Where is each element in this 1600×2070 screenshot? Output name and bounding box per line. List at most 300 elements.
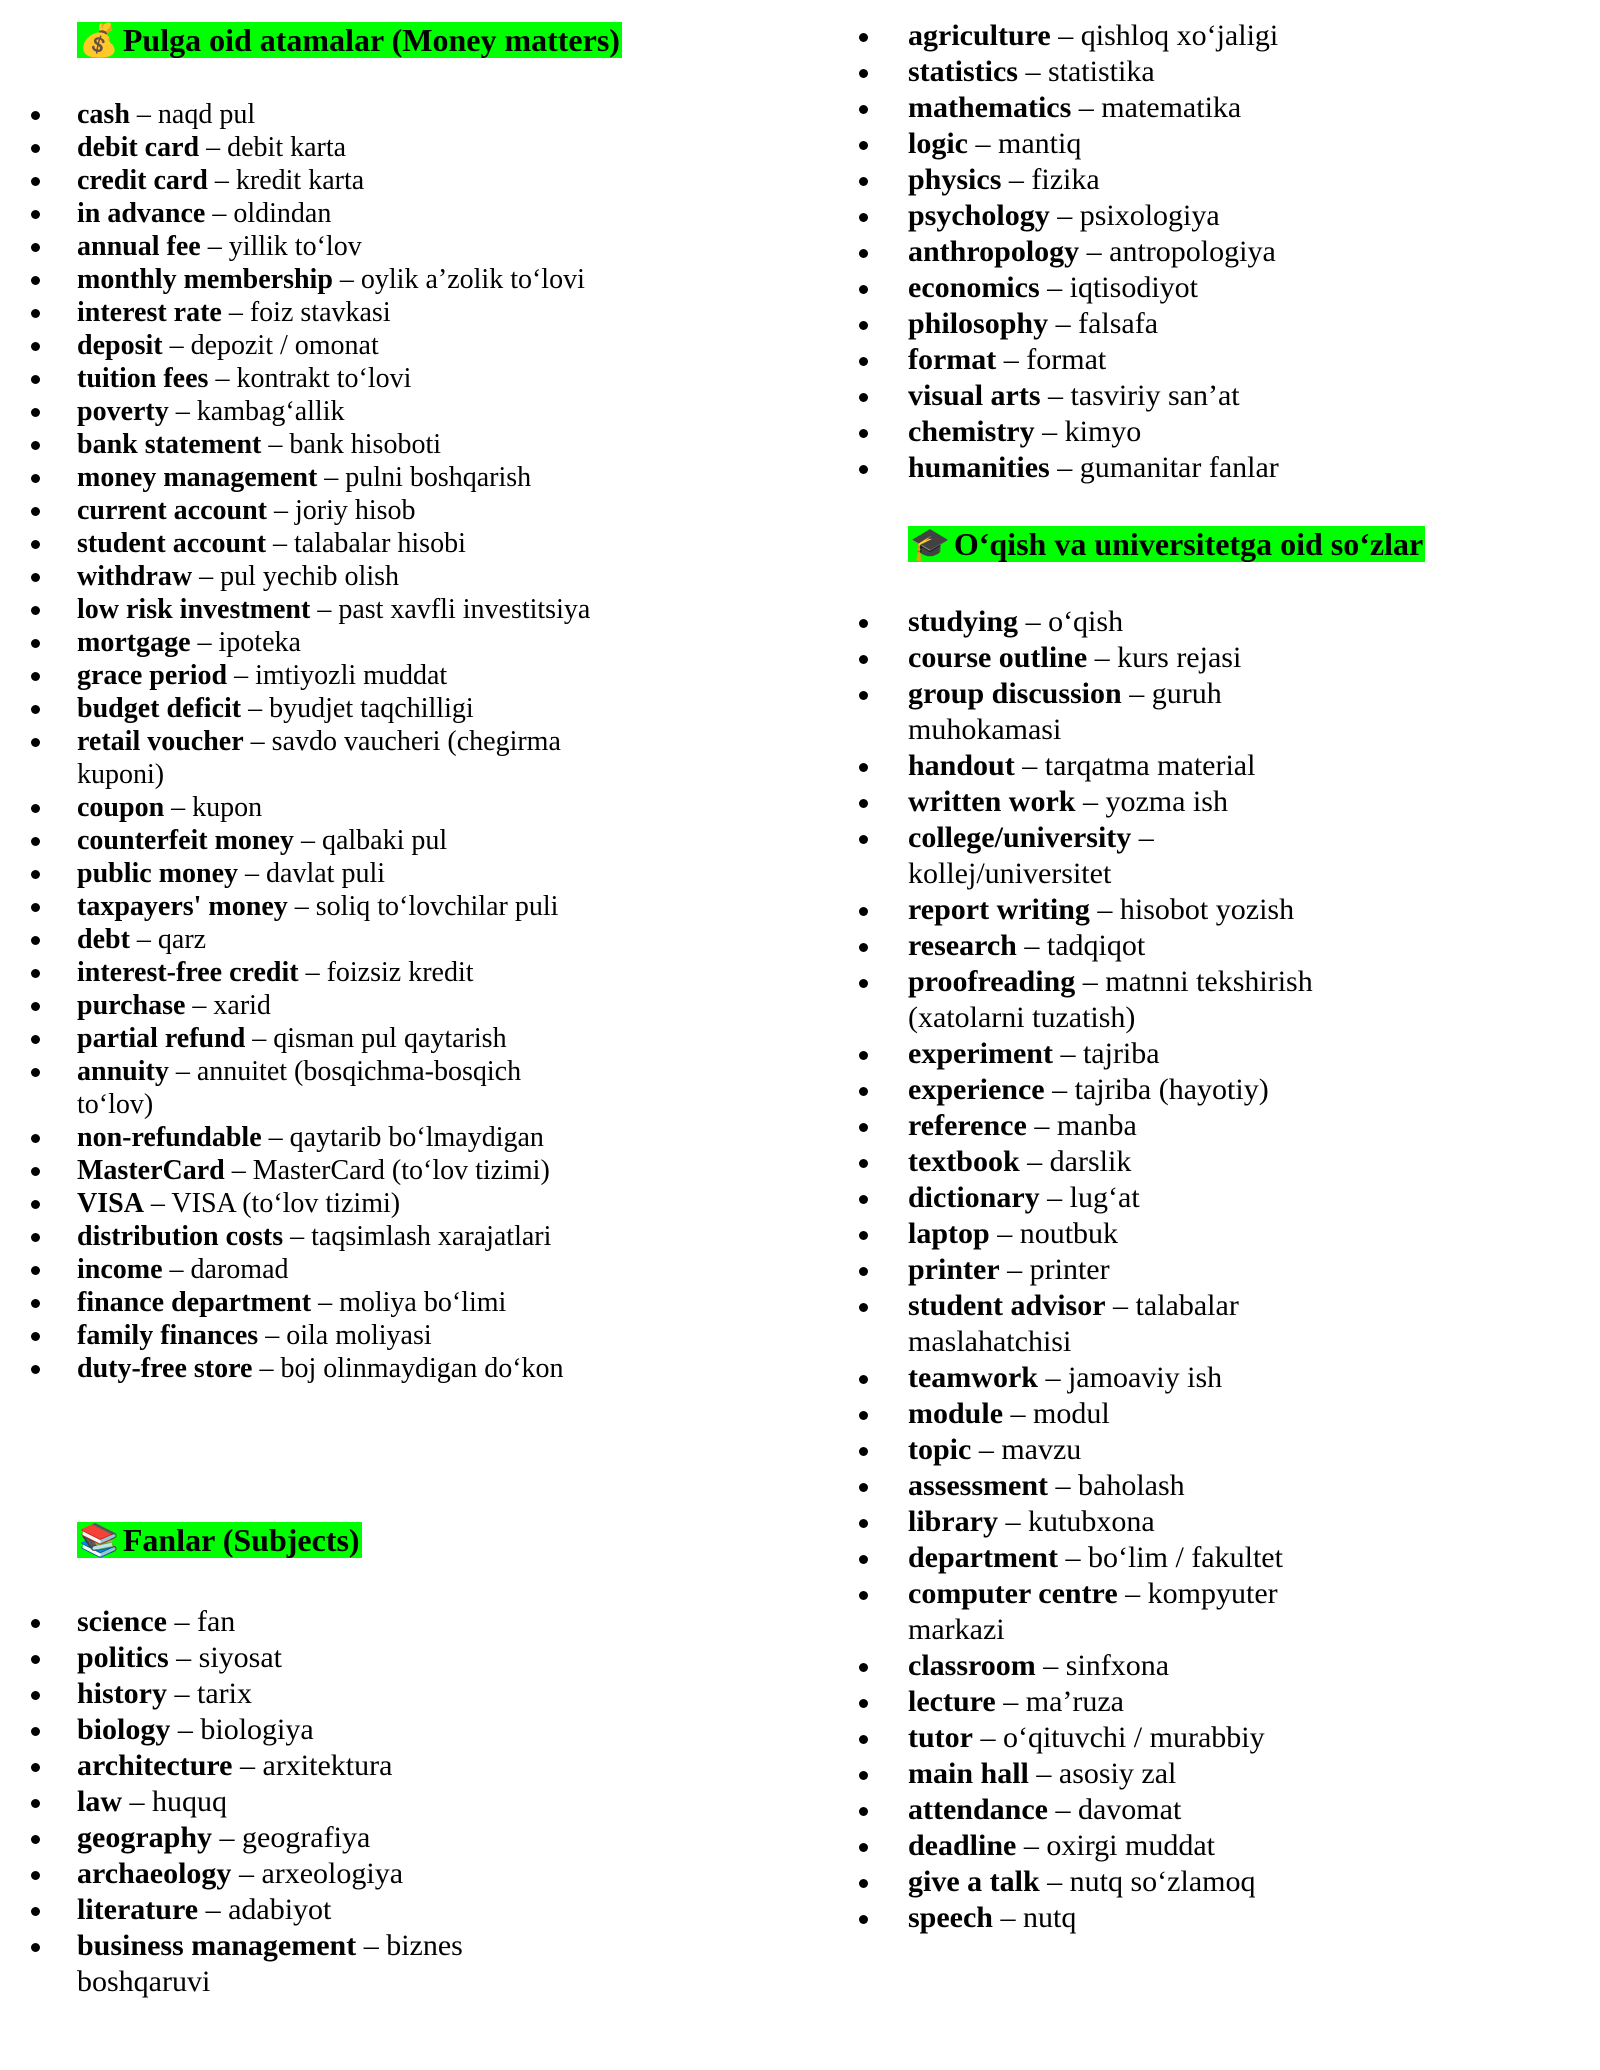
vocab-separator: –: [238, 858, 267, 889]
vocab-item: [830, 450, 1600, 486]
section-heading-study: [908, 524, 1425, 564]
vocab-item: [830, 748, 1600, 784]
vocab-separator: –: [1001, 163, 1032, 196]
vocab-definition: oxirgi muddat: [1046, 1829, 1215, 1862]
vocab-separator: –: [1121, 677, 1152, 710]
vocab-definition: iqtisodiyot: [1069, 271, 1198, 304]
vocab-definition: tarix: [197, 1677, 252, 1710]
vocab-item: [830, 1828, 1600, 1864]
vocab-definition: huquq: [152, 1785, 227, 1818]
vocab-definition: darslik: [1049, 1145, 1132, 1178]
vocab-definition: qishloq xo‘jaligi: [1080, 19, 1279, 52]
vocab-separator: –: [1048, 307, 1079, 340]
vocab-term: budget deficit: [77, 693, 242, 724]
vocab-term: duty-free store: [77, 1353, 253, 1384]
vocab-item: [0, 1892, 800, 1928]
vocab-term: deposit: [77, 330, 163, 361]
vocab-item: [0, 1352, 800, 1385]
vocab-item: [830, 198, 1600, 234]
vocab-definition: taqsimlash xarajatlari: [311, 1221, 552, 1252]
vocab-definition: naqd pul: [157, 99, 256, 130]
vocab-item: [830, 126, 1600, 162]
vocab-term: VISA: [77, 1188, 144, 1219]
vocab-definition: talabalar hisobi: [294, 528, 466, 559]
vocab-item: [0, 824, 800, 857]
vocab-item: [0, 362, 800, 395]
vocab-term: report writing: [908, 893, 1090, 926]
vocab-definition: antropologiya: [1109, 235, 1276, 268]
vocab-separator: –: [1017, 55, 1048, 88]
vocab-item: [0, 923, 800, 956]
vocab-separator: –: [261, 1122, 290, 1153]
vocab-definition: oldindan: [233, 198, 332, 229]
vocab-separator: –: [989, 1217, 1020, 1250]
vocab-list-subjects-continued: [830, 18, 1600, 486]
vocab-separator: –: [995, 1685, 1026, 1718]
vocab-item: [830, 162, 1600, 198]
vocab-separator: –: [1018, 605, 1049, 638]
vocab-item: [830, 306, 1600, 342]
vocab-definition: kontrakt to‘lovi: [236, 363, 412, 394]
vocab-separator: –: [199, 132, 228, 163]
vocab-term: classroom: [908, 1649, 1036, 1682]
vocab-term: format: [908, 343, 997, 376]
vocab-definition: kupon: [192, 792, 263, 823]
vocab-item: [0, 626, 800, 659]
vocab-separator: –: [207, 165, 236, 196]
vocab-definition: adabiyot: [228, 1893, 332, 1926]
vocab-term: statistics: [908, 55, 1018, 88]
vocab-definition: arxeologiya: [261, 1857, 404, 1890]
vocab-term: MasterCard: [77, 1155, 225, 1186]
vocab-term: architecture: [77, 1749, 233, 1782]
vocab-term: group discussion: [908, 677, 1122, 710]
vocab-item: [830, 1432, 1600, 1468]
vocab-item: [830, 928, 1600, 964]
vocab-item: [0, 296, 800, 329]
vocab-item: [0, 659, 800, 692]
vocab-term: proofreading: [908, 965, 1076, 998]
vocab-term: archaeology: [77, 1857, 232, 1890]
vocab-term: philosophy: [908, 307, 1049, 340]
heading-highlight: [77, 22, 622, 58]
vocab-separator: –: [1044, 1073, 1075, 1106]
vocab-item: [830, 1360, 1600, 1396]
vocab-definition: asosiy zal: [1058, 1757, 1177, 1790]
vocab-term: cash: [77, 99, 130, 130]
vocab-item: [0, 428, 800, 461]
vocab-separator: –: [129, 99, 158, 130]
vocab-separator: –: [224, 1155, 253, 1186]
vocab-item: [830, 1792, 1600, 1828]
vocab-item: [830, 676, 1600, 748]
vocab-definition: manba: [1056, 1109, 1137, 1142]
vocab-separator: –: [1037, 1361, 1068, 1394]
vocab-term: chemistry: [908, 415, 1035, 448]
vocab-item: [0, 230, 800, 263]
vocab-term: non-refundable: [77, 1122, 262, 1153]
vocab-item: [830, 1036, 1600, 1072]
vocab-term: logic: [908, 127, 968, 160]
vocab-item: [0, 1676, 800, 1712]
vocab-definition: kredit karta: [235, 165, 365, 196]
vocab-list-subjects: [0, 1604, 800, 2000]
vocab-term: lecture: [908, 1685, 996, 1718]
vocab-definition: sinfxona: [1065, 1649, 1170, 1682]
vocab-definition: kambag‘allik: [196, 396, 345, 427]
vocab-item: [0, 593, 800, 626]
vocab-definition: boj olinmaydigan do‘kon: [280, 1353, 564, 1384]
vocab-definition: lug‘at: [1069, 1181, 1140, 1214]
vocab-term: retail voucher: [77, 726, 244, 757]
vocab-separator: –: [1014, 749, 1045, 782]
vocab-term: handout: [908, 749, 1015, 782]
vocab-term: debit card: [77, 132, 200, 163]
vocab-term: main hall: [908, 1757, 1029, 1790]
vocab-item: [0, 1187, 800, 1220]
vocab-term: reference: [908, 1109, 1027, 1142]
vocab-item: [830, 1504, 1600, 1540]
vocab-separator: –: [162, 1254, 191, 1285]
vocab-separator: –: [143, 1188, 172, 1219]
vocab-item: [0, 1928, 800, 2000]
vocab-definition: nutq: [1023, 1901, 1077, 1934]
vocab-definition: mantiq: [998, 127, 1082, 160]
vocab-definition: debit karta: [227, 132, 347, 163]
vocab-definition: baholash: [1078, 1469, 1185, 1502]
vocab-definition: qarz: [157, 924, 207, 955]
vocab-definition: kimyo: [1064, 415, 1142, 448]
vocab-separator: –: [185, 990, 214, 1021]
vocab-separator: –: [1071, 91, 1102, 124]
vocab-separator: –: [245, 1023, 274, 1054]
vocab-separator: –: [1050, 19, 1081, 52]
vocab-term: speech: [908, 1901, 993, 1934]
books-icon: 📚: [79, 1522, 119, 1558]
vocab-separator: –: [1117, 1577, 1148, 1610]
vocab-term: money management: [77, 462, 318, 493]
vocab-separator: –: [198, 1893, 229, 1926]
vocab-item: [0, 560, 800, 593]
vocab-definition: moliya bo‘limi: [339, 1287, 507, 1318]
vocab-term: humanities: [908, 451, 1050, 484]
vocab-term: politics: [77, 1641, 169, 1674]
vocab-item: [830, 378, 1600, 414]
vocab-separator: –: [168, 396, 197, 427]
vocab-term: tuition fees: [77, 363, 209, 394]
vocab-term: monthly membership: [77, 264, 333, 295]
vocab-definition: pulni boshqarish: [345, 462, 532, 493]
vocab-item: [0, 989, 800, 1022]
vocab-item: [0, 1055, 800, 1121]
vocab-separator: –: [190, 627, 219, 658]
vocab-separator: –: [192, 561, 221, 592]
vocab-separator: –: [317, 462, 346, 493]
vocab-item: [830, 414, 1600, 450]
vocab-definition: oila moliyasi: [286, 1320, 432, 1351]
vocab-term: student account: [77, 528, 267, 559]
vocab-item: [830, 1720, 1600, 1756]
vocab-separator: –: [996, 343, 1027, 376]
vocab-item: [0, 1022, 800, 1055]
heading-text: O‘qish va universitetga oid so‘zlar: [953, 526, 1424, 562]
vocab-separator: –: [1052, 1037, 1083, 1070]
vocab-term: public money: [77, 858, 239, 889]
vocab-separator: –: [1034, 415, 1065, 448]
vocab-term: anthropology: [908, 235, 1080, 268]
vocab-definition: xarid: [213, 990, 271, 1021]
vocab-term: computer centre: [908, 1577, 1118, 1610]
vocab-item: [0, 1121, 800, 1154]
vocab-definition: guruh muhokamasi: [908, 677, 1222, 746]
vocab-definition: gumanitar fanlar: [1079, 451, 1279, 484]
vocab-separator: –: [166, 1605, 197, 1638]
vocab-term: family finances: [77, 1320, 259, 1351]
vocab-term: tutor: [908, 1721, 973, 1754]
vocab-definition: bank hisoboti: [289, 429, 442, 460]
vocab-item: [830, 892, 1600, 928]
vocab-item: [0, 164, 800, 197]
vocab-term: credit card: [77, 165, 208, 196]
vocab-separator: –: [164, 792, 193, 823]
vocab-definition: arxitektura: [262, 1749, 393, 1782]
vocab-definition: qalbaki pul: [321, 825, 448, 856]
vocab-term: bank statement: [77, 429, 262, 460]
vocab-definition: format: [1026, 343, 1107, 376]
vocab-term: interest rate: [77, 297, 222, 328]
vocab-item: [830, 1864, 1600, 1900]
vocab-term: finance department: [77, 1287, 312, 1318]
vocab-item: [0, 197, 800, 230]
vocab-separator: –: [167, 1677, 197, 1710]
vocab-term: textbook: [908, 1145, 1020, 1178]
vocab-definition: tasviriy san’at: [1070, 379, 1240, 412]
vocab-item: [830, 1072, 1600, 1108]
vocab-term: dictionary: [908, 1181, 1040, 1214]
vocab-definition: oylik a’zolik to‘lovi: [360, 264, 585, 295]
vocab-item: [0, 1820, 800, 1856]
vocab-term: written work: [908, 785, 1076, 818]
vocab-item: [830, 1216, 1600, 1252]
vocab-definition: o‘qituvchi / murabbiy: [1002, 1721, 1265, 1754]
vocab-term: poverty: [77, 396, 169, 427]
vocab-definition: nutq so‘zlamoq: [1069, 1865, 1256, 1898]
vocab-item: [0, 527, 800, 560]
vocab-term: library: [908, 1505, 998, 1538]
vocab-term: geography: [77, 1821, 212, 1854]
vocab-definition: fan: [196, 1605, 236, 1638]
vocab-term: assessment: [908, 1469, 1048, 1502]
vocab-definition: matnni tekshirish (xatolarni tuzatish): [908, 965, 1313, 1034]
vocab-term: grace period: [77, 660, 228, 691]
vocab-separator: –: [232, 1749, 263, 1782]
vocab-item: [0, 725, 800, 791]
vocab-item: [0, 1319, 800, 1352]
vocab-definition: statistika: [1047, 55, 1155, 88]
section-heading-money: [77, 20, 622, 60]
vocab-item: [0, 956, 800, 989]
vocab-item: [830, 270, 1600, 306]
vocab-item: [830, 1756, 1600, 1792]
vocab-separator: –: [999, 1253, 1030, 1286]
vocab-term: current account: [77, 495, 267, 526]
vocab-definition: annuitet (bosqichma-bosqich to‘lov): [77, 1056, 522, 1120]
vocab-separator: –: [168, 1641, 199, 1674]
vocab-definition: psixologiya: [1079, 199, 1220, 232]
vocab-definition: hisobot yozish: [1119, 893, 1295, 926]
money-bag-icon: 💰: [79, 22, 119, 58]
vocab-separator: –: [1039, 271, 1070, 304]
vocab-definition: jamoaviy ish: [1067, 1361, 1223, 1394]
vocab-separator: –: [227, 660, 256, 691]
vocab-item: [830, 1468, 1600, 1504]
vocab-term: business management: [77, 1929, 357, 1962]
vocab-term: course outline: [908, 641, 1088, 674]
vocab-separator: –: [1028, 1757, 1059, 1790]
vocab-term: withdraw: [77, 561, 193, 592]
vocab-separator: –: [252, 1353, 281, 1384]
vocab-definition: savdo vaucheri (chegirma kuponi): [77, 726, 561, 790]
vocab-term: college/university: [908, 821, 1132, 854]
vocab-term: attendance: [908, 1793, 1048, 1826]
vocab-term: teamwork: [908, 1361, 1038, 1394]
vocab-separator: –: [1089, 893, 1120, 926]
vocab-item: [830, 90, 1600, 126]
vocab-separator: –: [1039, 1181, 1070, 1214]
vocab-list-study: [830, 604, 1600, 1936]
vocab-separator: –: [1105, 1289, 1136, 1322]
vocab-separator: –: [261, 429, 290, 460]
vocab-definition: printer: [1029, 1253, 1110, 1286]
vocab-term: coupon: [77, 792, 165, 823]
vocab-term: mortgage: [77, 627, 191, 658]
vocab-term: science: [77, 1605, 167, 1638]
section-heading-subjects: [77, 1520, 362, 1560]
vocab-separator: –: [267, 495, 295, 526]
heading-text: Fanlar (Subjects): [122, 1522, 360, 1558]
vocab-separator: –: [1039, 1865, 1070, 1898]
vocab-separator: –: [243, 726, 272, 757]
vocab-separator: –: [993, 1901, 1023, 1934]
vocab-separator: –: [293, 825, 322, 856]
vocab-item: [830, 1900, 1600, 1936]
vocab-term: mathematics: [908, 91, 1072, 124]
vocab-separator: –: [122, 1785, 152, 1818]
vocab-separator: –: [266, 528, 295, 559]
vocab-separator: –: [200, 231, 229, 262]
vocab-separator: –: [1075, 785, 1106, 818]
vocab-definition: foiz stavkasi: [249, 297, 391, 328]
vocab-separator: –: [287, 891, 316, 922]
vocab-item: [830, 18, 1600, 54]
vocab-item: [0, 1856, 800, 1892]
vocab-separator: –: [205, 198, 234, 229]
vocab-definition: ipoteka: [218, 627, 301, 658]
vocab-definition: falsafa: [1078, 307, 1159, 340]
vocab-definition: tadqiqot: [1046, 929, 1146, 962]
vocab-item: [830, 342, 1600, 378]
vocab-separator: –: [258, 1320, 287, 1351]
vocab-term: agriculture: [908, 19, 1051, 52]
vocab-separator: –: [1087, 641, 1118, 674]
vocab-separator: –: [212, 1821, 242, 1854]
vocab-separator: –: [1019, 1145, 1050, 1178]
vocab-item: [0, 1604, 800, 1640]
vocab-definition: imtiyozli muddat: [255, 660, 448, 691]
vocab-definition: ma’ruza: [1025, 1685, 1124, 1718]
vocab-definition: foizsiz kredit: [326, 957, 474, 988]
vocab-term: laptop: [908, 1217, 990, 1250]
vocab-item: [830, 1144, 1600, 1180]
vocab-definition: daromad: [190, 1254, 289, 1285]
vocab-item: [0, 1154, 800, 1187]
vocab-term: department: [908, 1541, 1058, 1574]
vocab-item: [0, 98, 800, 131]
vocab-separator: –: [168, 1056, 197, 1087]
vocab-separator: –: [1075, 965, 1106, 998]
vocab-definition: tajriba: [1082, 1037, 1160, 1070]
vocab-definition: talabalar maslahatchisi: [908, 1289, 1239, 1358]
vocab-term: taxpayers' money: [77, 891, 288, 922]
vocab-item: [0, 1712, 800, 1748]
vocab-item: [830, 640, 1600, 676]
vocab-term: physics: [908, 163, 1002, 196]
vocab-definition: byudjet taqchilligi: [269, 693, 474, 724]
heading-text: Pulga oid atamalar (Money matters): [122, 22, 620, 58]
vocab-item: [830, 1648, 1600, 1684]
vocab-separator: –: [998, 1505, 1028, 1538]
vocab-item: [830, 604, 1600, 640]
vocab-term: interest-free credit: [77, 957, 299, 988]
vocab-definition: kurs rejasi: [1117, 641, 1242, 674]
vocab-item: [830, 1288, 1600, 1360]
vocab-definition: yillik to‘lov: [228, 231, 362, 262]
vocab-definition: soliq to‘lovchilar puli: [315, 891, 559, 922]
vocab-term: income: [77, 1254, 163, 1285]
vocab-separator: –: [968, 127, 998, 160]
vocab-term: history: [77, 1677, 167, 1710]
vocab-separator: –: [241, 693, 270, 724]
vocab-definition: tajriba (hayotiy): [1074, 1073, 1269, 1106]
vocab-definition: MasterCard (to‘lov tizimi): [252, 1155, 550, 1186]
vocab-item: [0, 263, 800, 296]
vocab-definition: davlat puli: [266, 858, 386, 889]
vocab-item: [830, 54, 1600, 90]
vocab-definition: kollej/universitet: [908, 857, 1112, 890]
vocab-item: [830, 1396, 1600, 1432]
vocab-item: [0, 857, 800, 890]
vocab-definition: fizika: [1031, 163, 1100, 196]
vocab-item: [830, 1576, 1600, 1648]
vocab-term: psychology: [908, 199, 1050, 232]
vocab-definition: davomat: [1077, 1793, 1182, 1826]
vocab-separator: –: [1049, 199, 1080, 232]
vocab-term: counterfeit money: [77, 825, 294, 856]
vocab-item: [830, 1684, 1600, 1720]
vocab-term: module: [908, 1397, 1004, 1430]
vocab-definition: modul: [1033, 1397, 1110, 1430]
vocab-separator: –: [283, 1221, 312, 1252]
graduation-cap-icon: 🎓: [910, 526, 950, 562]
heading-highlight: [77, 1522, 362, 1558]
vocab-separator: –: [1003, 1397, 1034, 1430]
vocab-definition: yozma ish: [1105, 785, 1228, 818]
vocab-item: [0, 494, 800, 527]
vocab-item: [0, 329, 800, 362]
vocab-item: [830, 1108, 1600, 1144]
vocab-term: printer: [908, 1253, 1000, 1286]
vocab-definition: pul yechib olish: [220, 561, 399, 592]
